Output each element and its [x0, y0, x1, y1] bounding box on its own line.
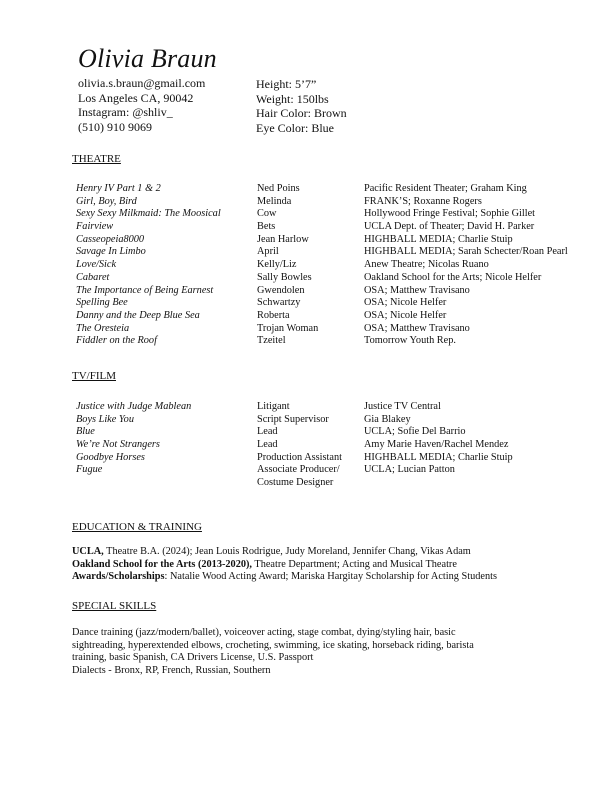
credit-venue: FRANK’S; Roxanne Rogers: [364, 195, 482, 207]
credit-title: Sexy Sexy Milkmaid: The Moosical: [76, 208, 221, 220]
theatre-credit-row: [76, 310, 606, 323]
credit-role: [257, 297, 300, 310]
education-heading: EDUCATION & TRAINING: [72, 521, 202, 533]
tvfilm-credit-row: [76, 414, 606, 427]
credit-role-text: Costume Designer: [257, 477, 334, 489]
credit-title: Fugue: [76, 464, 103, 476]
theatre-credit-row: [76, 335, 606, 348]
dialects-line: Dialects - Bronx, RP, French, Russian, Southern: [72, 665, 271, 677]
credit-venue: Pacific Resident Theater; Graham King: [364, 183, 527, 194]
credit-venue: OSA; Matthew Travisano: [364, 322, 470, 334]
credit-role: [257, 310, 290, 323]
credit-title: Danny and the Deep Blue Sea: [76, 309, 200, 321]
education-awards: Awards/Scholarships: Natalie Wood Acting Award; Mariska Hargitay Scholarship for Acting Students: [72, 571, 497, 583]
credit-role: [257, 272, 312, 285]
theatre-credit-row: [76, 234, 606, 247]
credit-title: Girl, Boy, Bird: [76, 195, 137, 207]
credit-title: Cabaret: [76, 271, 110, 283]
skills-line: sightreading, hyperextended elbows, crocheting, swimming, ice skating, horseback riding, barista: [72, 639, 474, 651]
credit-venue: HIGHBALL MEDIA; Sarah Schecter/Roan Pearl: [364, 246, 568, 258]
credit-title: Justice with Judge Mablean: [76, 401, 192, 412]
credit-venue: UCLA; Lucian Patton: [364, 464, 455, 476]
phone: (510) 910 9069: [78, 119, 152, 134]
credit-role-text: Schwartzy: [257, 297, 301, 309]
tvfilm-credit-row: [76, 426, 606, 439]
credit-role: [257, 246, 279, 259]
credit-role: [257, 323, 318, 336]
credit-venue: OSA; Nicole Helfer: [364, 297, 447, 309]
credit-role: [257, 439, 278, 452]
theatre-credit-row: [76, 221, 606, 234]
credit-venue: Justice TV Central: [364, 401, 441, 412]
theatre-credit-row: [76, 259, 606, 272]
credit-venue: HIGHBALL MEDIA; Charlie Stuip: [364, 451, 513, 463]
credit-title: Spelling Bee: [76, 297, 128, 309]
credit-title: Casseopeia8000: [76, 233, 145, 245]
education-osa: Oakland School for the Arts (2013-2020), Theatre Department; Acting and Musical Theatre: [72, 558, 457, 570]
education-ucla: UCLA, Theatre B.A. (2024); Jean Louis Rodrigue, Judy Moreland, Jennifer Chang, Vikas Adam: [72, 546, 471, 557]
email: olivia.s.braun@gmail.com: [78, 76, 206, 90]
theatre-credit-row: [76, 285, 606, 298]
resume-name: Olivia Braun: [78, 44, 217, 73]
credit-role-text: Sally Bowles: [257, 271, 312, 283]
credit-venue: OSA; Nicole Helfer: [364, 309, 447, 321]
credit-venue: Anew Theatre; Nicolas Ruano: [364, 259, 489, 271]
credit-role-text: Lead: [257, 439, 278, 451]
physical-stats: [256, 77, 347, 135]
credit-venue: Hollywood Fringe Festival; Sophie Gillet: [364, 208, 536, 220]
credit-role-text: Gwendolen: [257, 284, 305, 296]
credit-venue: OSA; Matthew Travisano: [364, 284, 470, 296]
credit-role: [257, 335, 286, 348]
credit-role-text: Ned Poins: [257, 183, 300, 194]
credit-role-text: Litigant: [257, 401, 290, 412]
theatre-credit-row: [76, 196, 606, 209]
credit-venue: Tomorrow Youth Rep.: [364, 335, 456, 347]
theatre-credit-row: [76, 272, 606, 285]
skills-line: training, basic Spanish, CA Drivers License, U.S. Passport: [72, 652, 314, 664]
theatre-credits: [76, 183, 606, 348]
credit-title: Boys Like You: [76, 413, 134, 425]
credit-venue: UCLA Dept. of Theater; David H. Parker: [364, 221, 535, 233]
location: Los Angeles CA, 90042: [78, 90, 194, 105]
theatre-credit-row: [76, 183, 606, 196]
credit-venue: Oakland School for the Arts; Nicole Helfer: [364, 271, 542, 283]
credit-role: [257, 452, 342, 465]
hair-color: Hair Color: Brown: [256, 106, 347, 120]
credit-venue: HIGHBALL MEDIA; Charlie Stuip: [364, 233, 513, 245]
credit-venue: UCLA; Sofie Del Barrio: [364, 426, 466, 438]
credit-title: The Importance of Being Earnest: [76, 284, 214, 296]
theatre-credit-row: [76, 323, 606, 336]
theatre-credit-row: [76, 297, 606, 310]
credit-role: [257, 259, 296, 272]
credit-role: [257, 426, 278, 439]
skills-heading: SPECIAL SKILLS: [72, 600, 157, 612]
credit-role: [257, 208, 276, 221]
contact-block: [78, 76, 205, 134]
eye-color: Eye Color: Blue: [256, 120, 334, 135]
credit-role: [257, 196, 291, 209]
credit-title: Goodbye Horses: [76, 451, 145, 463]
skills-block: [72, 627, 592, 678]
credit-title: Henry IV Part 1 & 2: [76, 183, 161, 194]
credit-venue: Amy Marie Haven/Rachel Mendez: [364, 439, 509, 451]
credit-role-text: Kelly/Liz: [257, 259, 297, 271]
credit-role: [257, 285, 304, 298]
skills-line: Dance training (jazz/modern/ballet), voiceover acting, stage combat, dying/styling hair, basic: [72, 627, 456, 638]
credit-role-text: Tzeitel: [257, 335, 286, 347]
theatre-credit-row: [76, 246, 606, 259]
credit-role-text: Bets: [257, 221, 276, 233]
credit-title: The Oresteia: [76, 322, 130, 334]
credit-role: [257, 414, 329, 427]
tvfilm-credit-row: [76, 439, 606, 452]
tvfilm-credit-row: [76, 401, 606, 414]
weight: Weight: 150lbs: [256, 91, 329, 106]
tvfilm-heading: TV/FILM: [72, 370, 116, 382]
credit-role-text: Script Supervisor: [257, 413, 329, 425]
credit-role-text: Roberta: [257, 309, 290, 321]
instagram: Instagram: @shliv_: [78, 105, 173, 119]
credit-title: We’re Not Strangers: [76, 439, 160, 451]
credit-title: Fairview: [76, 221, 114, 233]
credit-title: Savage In Limbo: [76, 246, 146, 258]
tvfilm-credit-row: [76, 452, 606, 465]
credit-role-text: Associate Producer/: [257, 464, 340, 476]
credit-role-text: Cow: [257, 208, 277, 220]
credit-role: [257, 183, 300, 196]
credit-title: Love/Sick: [76, 259, 117, 271]
credit-role-text: Melinda: [257, 195, 292, 207]
credit-title: Fiddler on the Roof: [76, 335, 157, 347]
education-block: [72, 546, 592, 584]
credit-role: [257, 464, 340, 489]
height: Height: 5’7”: [256, 77, 317, 91]
credit-title: Blue: [76, 426, 95, 438]
credit-role-text: Trojan Woman: [257, 322, 319, 334]
theatre-credit-row: [76, 208, 606, 221]
credit-role-text: Lead: [257, 426, 278, 438]
credit-venue: Gia Blakey: [364, 413, 411, 425]
tvfilm-credit-row: [76, 464, 606, 489]
tvfilm-credits: [76, 401, 606, 490]
theatre-heading: THEATRE: [72, 153, 121, 165]
credit-role-text: April: [257, 246, 279, 258]
credit-role-text: Jean Harlow: [257, 233, 309, 245]
credit-role: [257, 234, 309, 247]
credit-role-text: Production Assistant: [257, 451, 342, 463]
credit-role: [257, 401, 290, 414]
credit-role: [257, 221, 275, 234]
